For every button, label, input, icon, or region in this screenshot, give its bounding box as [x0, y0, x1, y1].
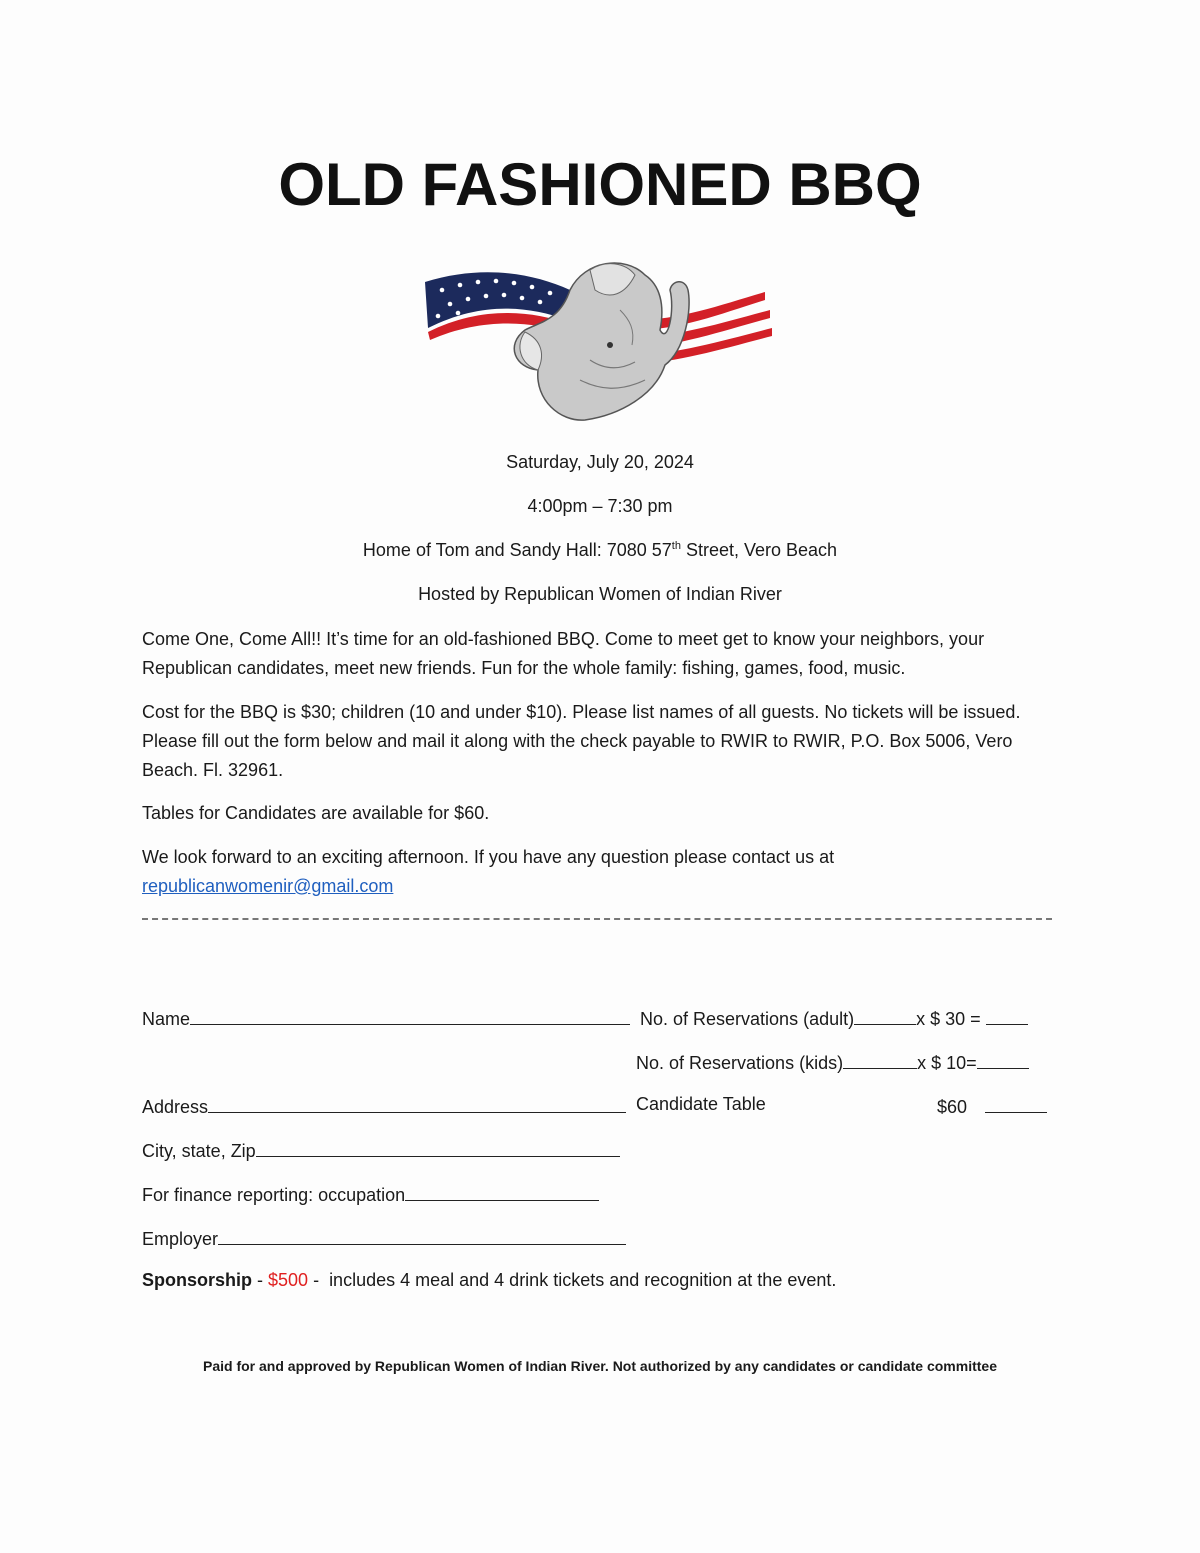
sponsorship-sep1: -	[252, 1270, 269, 1290]
candidate-tables-paragraph: Tables for Candidates are available for $60.	[142, 803, 490, 823]
city-blank[interactable]	[256, 1138, 620, 1157]
employer-field[interactable]	[142, 1226, 626, 1250]
location-prefix: Home of Tom and Sandy Hall: 7080 57	[362, 540, 672, 560]
adult-count-blank[interactable]	[854, 1006, 916, 1025]
employer-label: Employer	[142, 1229, 219, 1249]
name-blank[interactable]	[190, 1006, 630, 1025]
location-ordinal: th	[671, 540, 681, 552]
kids-total-blank[interactable]	[977, 1050, 1029, 1069]
event-date: Saturday, July 20, 2024	[506, 452, 694, 472]
cost-paragraph: Cost for the BBQ is $30; children (10 and under $10). Please list names of all guests. No tickets will be issued. Please fill out the form below and mail it along with the check payable to RWIR to RWIR, P.O. Box 5006, Vero Beach. Fl. 32961.	[142, 702, 1021, 780]
email-link[interactable]: republicanwomenir@gmail.com	[142, 876, 394, 896]
contact-text: We look forward to an exciting afternoon. If you have any question please contact us at	[142, 847, 835, 867]
sponsorship-price: $500	[268, 1270, 309, 1290]
sponsorship-label: Sponsorship	[142, 1270, 253, 1290]
candidate-table-field[interactable]	[937, 1094, 1047, 1118]
sponsorship-text: includes 4 meal and 4 drink tickets and recognition at the event.	[329, 1270, 837, 1290]
disclaimer-footer: Paid for and approved by Republican Women of Indian River. Not authorized by any candidates or candidate committee	[203, 1358, 997, 1374]
kids-count-blank[interactable]	[843, 1050, 917, 1069]
address-label: Address	[142, 1097, 209, 1117]
kids-price: x $ 10=	[917, 1053, 977, 1073]
location-suffix: Street, Vero Beach	[680, 540, 838, 560]
adult-total-blank[interactable]	[986, 1006, 1028, 1025]
employer-blank[interactable]	[218, 1226, 626, 1245]
event-location	[0, 540, 1200, 561]
sponsorship-sep2: -	[308, 1270, 330, 1290]
occupation-blank[interactable]	[405, 1182, 599, 1201]
kids-reservations-field[interactable]	[636, 1050, 1029, 1074]
event-host: Hosted by Republican Women of Indian River	[418, 584, 782, 604]
elephant-flag-logo-icon	[420, 250, 780, 430]
city-label: City, state, Zip	[142, 1141, 256, 1161]
name-label: Name	[142, 1009, 191, 1029]
adult-label: No. of Reservations (adult)	[640, 1009, 855, 1029]
occupation-field[interactable]	[142, 1182, 599, 1206]
intro-paragraph: Come One, Come All!! It’s time for an old-fashioned BBQ. Come to meet get to know your neighbors, your Republican candidates, meet new friends. Fun for the whole family: fishing, games, food, music.	[142, 629, 985, 678]
adult-price: x $ 30 =	[916, 1009, 981, 1029]
address-field[interactable]	[142, 1094, 626, 1118]
candidate-price: $60	[937, 1097, 968, 1117]
adult-reservations-field[interactable]	[640, 1006, 1028, 1030]
sponsorship-line	[142, 1270, 836, 1291]
address-blank[interactable]	[208, 1094, 626, 1113]
candidate-table-label: Candidate Table	[636, 1094, 766, 1114]
occupation-label: For finance reporting: occupation	[142, 1185, 406, 1205]
kids-label: No. of Reservations (kids)	[636, 1053, 844, 1073]
contact-paragraph	[142, 843, 1072, 901]
page-title: OLD FASHIONED BBQ	[278, 151, 922, 218]
event-time: 4:00pm – 7:30 pm	[527, 496, 673, 516]
candidate-total-blank[interactable]	[985, 1094, 1047, 1113]
cut-line-divider	[142, 918, 1052, 920]
name-field[interactable]	[142, 1006, 630, 1030]
city-state-zip-field[interactable]	[142, 1138, 620, 1162]
